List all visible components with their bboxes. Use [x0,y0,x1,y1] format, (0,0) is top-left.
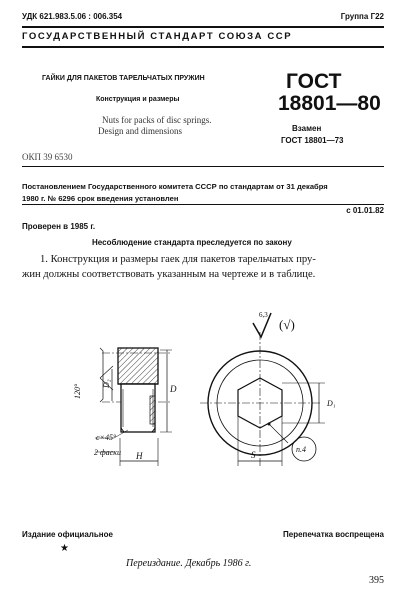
group-code: Группа Г22 [340,12,384,21]
checked-year: Проверен в 1985 г. [22,222,96,231]
clause-line1: 1. Конструкция и размеры гаек для пакетов тарельчатых пру- [40,254,316,265]
svg-text:c×45°: c×45° [96,433,117,442]
effective-date: с 01.01.82 [346,206,384,215]
gost-label: ГОСТ [286,70,342,93]
law-notice: Несоблюдение стандарта преследуется по закону [92,238,292,247]
page-number: 395 [369,575,384,586]
en-title: Nuts for packs of disc springs. [102,115,212,125]
svg-text:120°: 120° [73,383,82,399]
decree-line1: Постановлением Государственного комитета СССР по стандартам от 31 декабря [22,182,328,191]
star-mark: ★ [60,543,69,554]
nut-side-section [73,348,177,466]
svg-text:D₂: D₂ [102,379,111,388]
standard-line: ГОСУДАРСТВЕННЫЙ СТАНДАРТ СОЮЗА ССР [22,31,293,42]
svg-text:D₁: D₁ [327,399,336,408]
reissue-note: Переиздание. Декабрь 1986 г. [126,558,252,569]
replaces-gost: ГОСТ 18801—73 [281,136,344,145]
reprint-notice: Перепечатка воспрещена [283,530,384,539]
ru-title: ГАЙКИ ДЛЯ ПАКЕТОВ ТАРЕЛЬЧАТЫХ ПРУЖИН [42,75,205,82]
official-edition: Издание официальное [22,530,113,539]
udk-code: УДК 621.983.5.06 : 006.354 [22,12,123,21]
svg-text:D: D [170,384,177,394]
svg-text:H: H [136,451,143,461]
svg-text:(√): (√) [279,317,295,332]
decree-line2: 1980 г. № 6296 срок введения установлен [22,194,179,203]
svg-text:6,3: 6,3 [259,311,268,319]
roughness-symbol [253,311,295,337]
okp-code: ОКП 39 6530 [22,152,73,162]
ru-subtitle: Конструкция и размеры [96,96,180,103]
clause-line2: жин должны соответствовать указанным на чертеже и в таблице. [22,269,316,280]
gost-number: 18801—80 [278,92,381,115]
nut-top-view [200,332,336,468]
en-subtitle: Design and dimensions [98,126,182,136]
svg-text:п.4: п.4 [296,445,306,454]
svg-text:S: S [251,450,256,460]
svg-text:2 фаски: 2 фаски [94,448,121,457]
replaces-label: Взамен [292,124,322,133]
